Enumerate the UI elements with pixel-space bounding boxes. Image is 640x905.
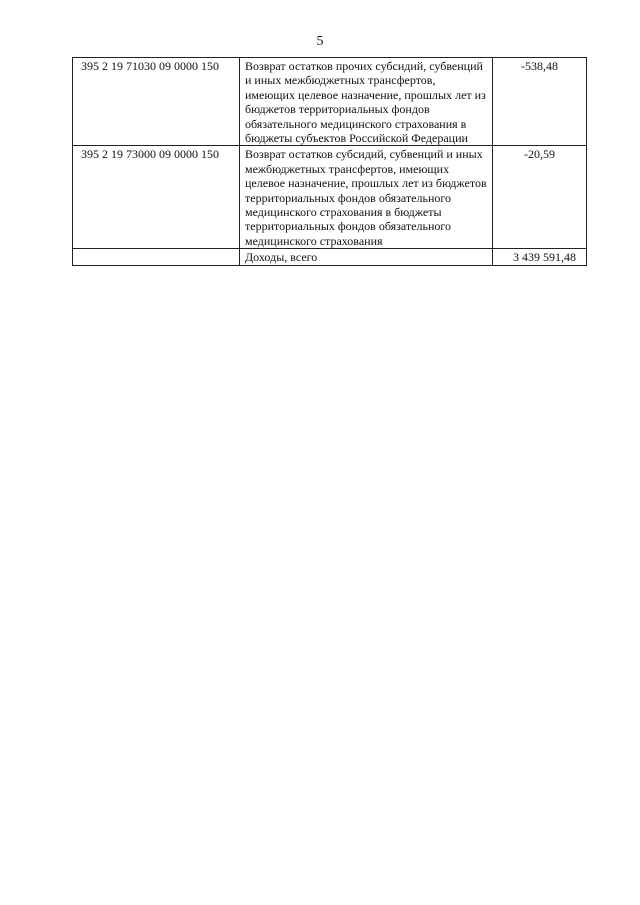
table-row [73, 146, 587, 249]
budget-code-cell: 395 2 19 71030 09 0000 150 [73, 58, 240, 146]
page-number: 5 [316, 34, 324, 49]
total-row [73, 249, 587, 265]
total-code-cell [73, 249, 240, 265]
table-row [73, 58, 587, 146]
revenue-name-cell: Возврат остатков прочих субсидий, субвенций и иных межбюджетных трансфертов, имеющих целевое назначение, прошлых лет из бюджетов территориальных фондов обязательного медицинского страхования в бюджеты субъектов Российской Федерации [240, 58, 493, 146]
amount-cell: -538,48 [493, 58, 587, 146]
revenue-table [72, 57, 587, 266]
total-label-cell: Доходы, всего [240, 249, 493, 265]
amount-cell: -20,59 [493, 146, 587, 249]
revenue-name-cell: Возврат остатков субсидий, субвенций и иных межбюджетных трансфертов, имеющих целевое назначение, прошлых лет из бюджетов территориальных фондов обязательного медицинского страхования в бюджеты территориальных фондов обязательного медицинского страхования [240, 146, 493, 249]
total-amount-cell: 3 439 591,48 [493, 249, 587, 265]
budget-code-cell: 395 2 19 73000 09 0000 150 [73, 146, 240, 249]
